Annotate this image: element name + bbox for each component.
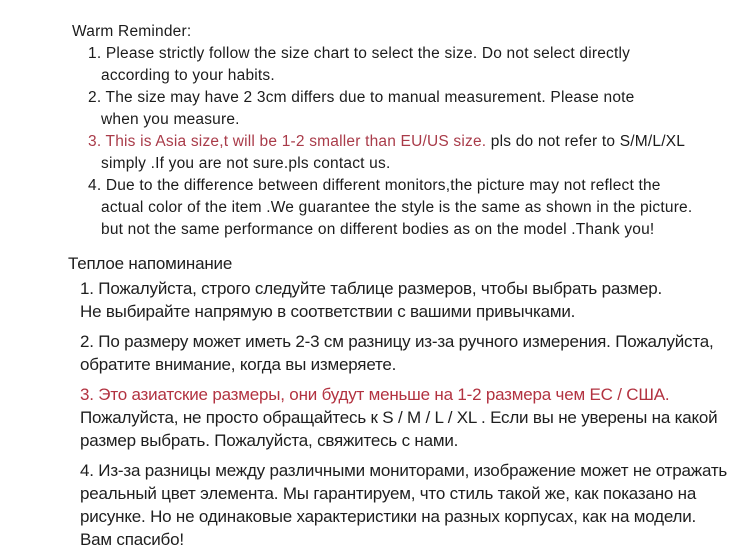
ru-item4-line2: реальный цвет элемента. Мы гарантируем, что стиль такой же, как показано на <box>80 484 697 503</box>
ru-item3-red-line: 3. Это азиатские размеры, они будут меньше на 1-2 размера чем ЕС / США. <box>80 385 670 404</box>
en-item2-line1: 2. The size may have 2 3cm differs due to manual measurement. Please note <box>88 89 635 106</box>
en-item4-line2: actual color of the item .We guarantee the style is the same as shown in the picture. <box>101 199 693 216</box>
russian-section <box>0 252 750 551</box>
ru-item4-line3: рисунке. Но не одинаковые характеристики на разных корпусах, как на модели. <box>80 507 697 526</box>
english-section <box>0 0 750 241</box>
en-item4-line1: 4. Due to the difference between different monitors,the picture may not reflect the <box>88 177 661 194</box>
en-item3-line1 <box>88 131 750 153</box>
ru-item4-line1: 4. Из-за разницы между различными мониторами, изображение может не отражать <box>80 461 728 480</box>
en-item3-black-text: pls do not refer to S/M/L/XL <box>486 133 686 150</box>
en-item1-line2: according to your habits. <box>101 67 275 84</box>
ru-item2-line1: 2. По размеру может иметь 2-3 см разницу из-за ручного измерения. Пожалуйста, <box>80 332 714 351</box>
en-item1-line1: 1. Please strictly follow the size chart to select the size. Do not select directly <box>88 45 631 62</box>
en-item4-line3: but not the same performance on different bodies as on the model .Thank you! <box>101 221 655 238</box>
en-item3-red-text: 3. This is Asia size,t will be 1-2 smaller than EU/US size. <box>88 133 487 150</box>
russian-title: Теплое напоминание <box>68 254 233 273</box>
english-title: Warm Reminder: <box>72 23 192 40</box>
en-item2-line2: when you measure. <box>101 111 240 128</box>
ru-item1-line1: 1. Пожалуйста, строго следуйте таблице размеров, чтобы выбрать размер. <box>80 279 663 298</box>
ru-item4-line4: Вам спасибо! <box>80 530 184 549</box>
ru-item3-line2: Пожалуйста, не просто обращайтесь к S / M / L / XL . Если вы не уверены на какой <box>80 408 718 427</box>
ru-item2-line2: обратите внимание, когда вы измеряете. <box>80 355 397 374</box>
ru-item1-line2: Не выбирайте напрямую в соответствии с вашими привычками. <box>80 302 576 321</box>
ru-item3-line3: размер выбрать. Пожалуйста, свяжитесь с нами. <box>80 431 459 450</box>
en-item3-line2: simply .If you are not sure.pls contact us. <box>101 155 391 172</box>
